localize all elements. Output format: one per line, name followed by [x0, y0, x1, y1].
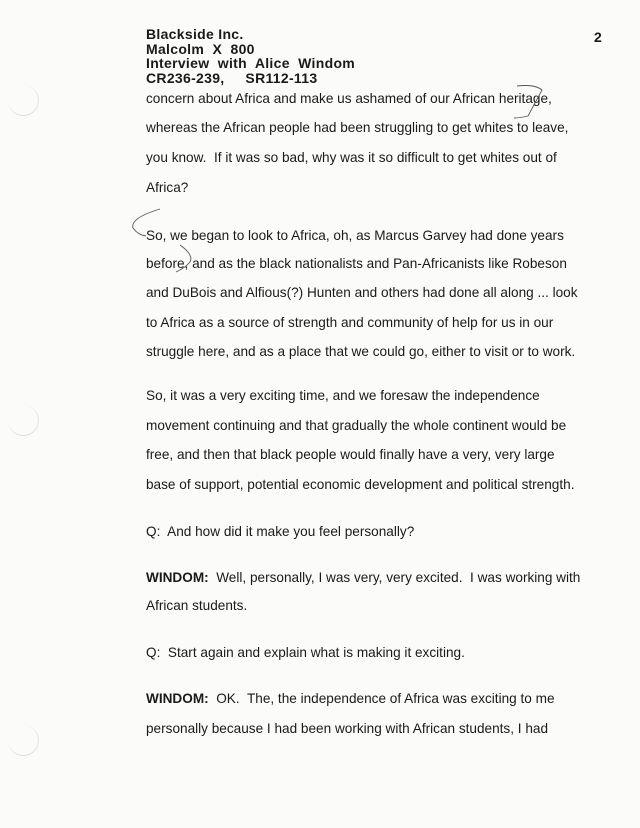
transcript-line: [146, 598, 247, 613]
transcript-line: [146, 721, 548, 736]
document-header: [146, 27, 355, 85]
line-text: struggle here, and as a place that we could go, either to visit or to work.: [146, 344, 576, 359]
line-text: to Africa as a source of strength and community of help for us in our: [146, 315, 554, 330]
binder-hole: [8, 405, 39, 436]
transcript-line: [146, 180, 188, 195]
header-line: Blackside Inc.: [146, 26, 244, 42]
transcript-line: [146, 285, 578, 300]
speaker-label: WINDOM:: [146, 570, 209, 585]
transcript-line: [146, 691, 555, 706]
binder-hole: [8, 85, 39, 116]
header-line: Interview with Alice Windom: [146, 55, 356, 71]
line-text: base of support, potential economic development and political strength.: [146, 477, 575, 492]
transcript-line: [146, 447, 555, 462]
transcript-line: [146, 418, 566, 433]
transcript-line: [146, 388, 540, 403]
line-text: African students.: [146, 598, 248, 613]
speaker-label: WINDOM:: [146, 691, 209, 706]
transcript-line: [146, 256, 567, 271]
transcript-line: [146, 120, 568, 135]
line-text: Q: Start again and explain what is making it exciting.: [146, 645, 465, 660]
page-number: 2: [594, 29, 602, 45]
transcript-line: [146, 315, 553, 330]
transcript-line: [146, 91, 552, 106]
transcript-line: [146, 344, 575, 359]
transcript-line: [146, 645, 465, 660]
line-text: before, and as the black nationalists and Pan-Africanists like Robeson: [146, 256, 567, 271]
header-line: CR236-239, SR112-113: [146, 69, 318, 86]
header-line: Malcolm X 800: [146, 40, 255, 57]
line-text: concern about Africa and make us ashamed of our African heritage,: [146, 91, 552, 106]
line-text: So, it was a very exciting time, and we foresaw the independence: [146, 388, 540, 403]
binder-hole: [8, 725, 39, 756]
line-text: Africa?: [146, 180, 189, 195]
line-text: personally because I had been working with African students, I had: [146, 721, 549, 736]
line-text: whereas the African people had been struggling to get whites to leave,: [146, 120, 569, 135]
transcript-line: [146, 150, 557, 165]
line-text: movement continuing and that gradually the whole continent would be: [146, 418, 567, 433]
transcript-line: [146, 228, 564, 243]
line-text: and DuBois and Alfious(?) Hunten and others had done all along ... look: [146, 285, 578, 300]
line-text: Q: And how did it make you feel personally?: [146, 524, 415, 539]
line-text: Well, personally, I was very, very excited. I was working with: [208, 570, 581, 585]
line-text: you know. If it was so bad, why was it so difficult to get whites out of: [146, 150, 557, 165]
line-text: So, we began to look to Africa, oh, as Marcus Garvey had done years: [146, 228, 564, 243]
transcript-line: [146, 570, 580, 585]
line-text: free, and then that black people would finally have a very, very large: [146, 447, 555, 462]
transcript-line: [146, 477, 574, 492]
transcript-line: [146, 524, 414, 539]
line-text: OK. The, the independence of Africa was exciting to me: [208, 691, 555, 706]
